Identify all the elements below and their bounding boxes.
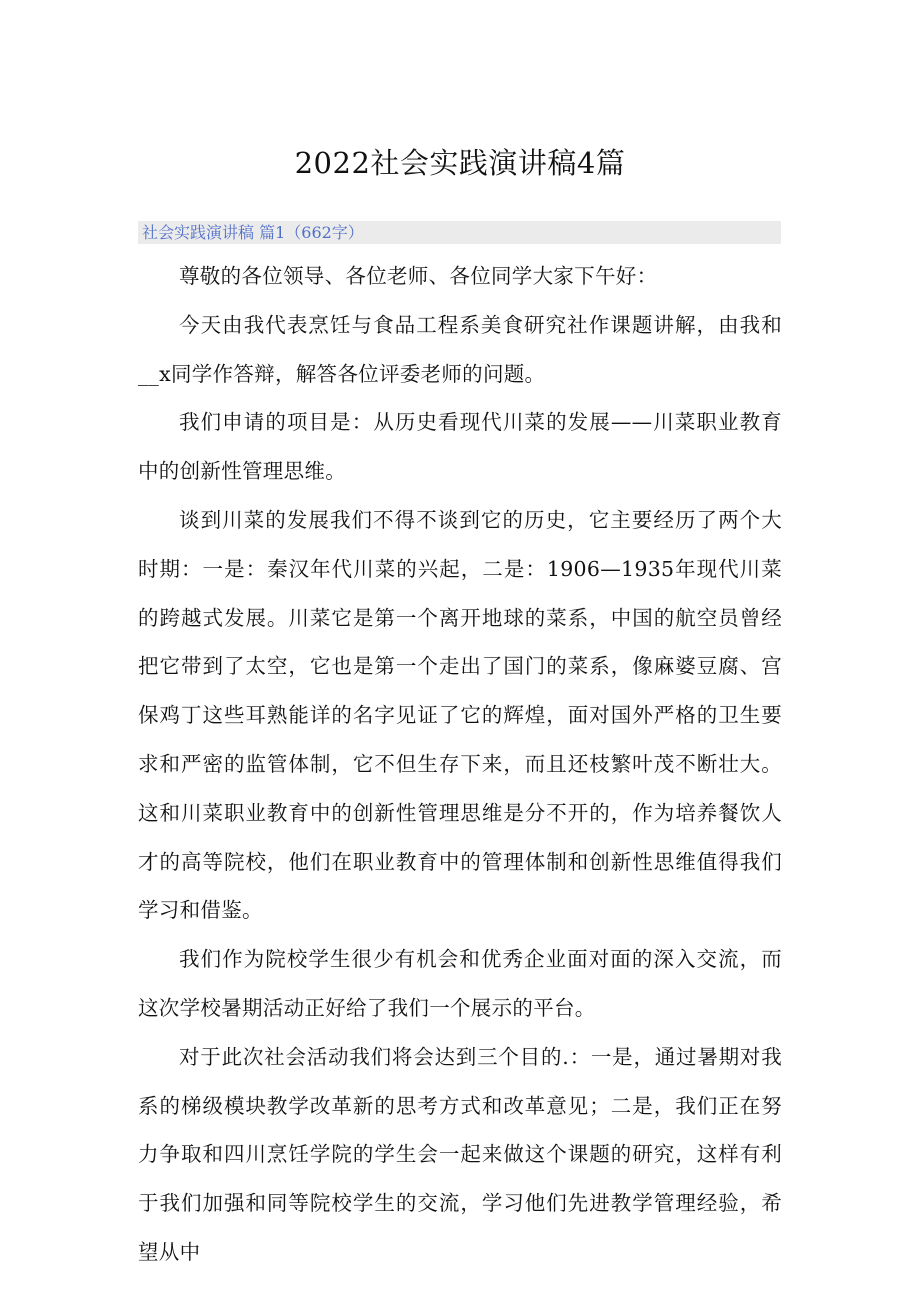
section-heading[interactable]: 社会实践演讲稿 篇1（662字） <box>142 223 364 242</box>
document-title: 2022社会实践演讲稿4篇 <box>294 146 626 180</box>
document-body <box>138 252 782 1277</box>
paragraph-project: 我们申请的项目是：从历史看现代川菜的发展——川菜职业教育中的创新性管理思维。 <box>138 410 782 484</box>
paragraph-intro: 今天由我代表烹饪与食品工程系美食研究社作课题讲解，由我和__x同学作答辩，解答各位评委老师的问题。 <box>138 312 782 386</box>
paragraph-greeting: 尊敬的各位领导、各位老师、各位同学大家下午好： <box>179 264 658 288</box>
section-heading-bar <box>138 221 781 244</box>
paragraph-goals: 对于此次社会活动我们将会达到三个目的.：一是，通过暑期对我系的梯级模块教学改革新的思考方式和改革意见；二是，我们正在努力争取和四川烹饪学院的学生会一起来做这个课题的研究，这样有利于我们加强和同等院校学生的交流，学习他们先进教学管理经验，希望从中 <box>138 1044 782 1264</box>
paragraph-opportunity: 我们作为院校学生很少有机会和优秀企业面对面的深入交流，而这次学校暑期活动正好给了我们一个展示的平台。 <box>138 947 782 1020</box>
paragraph-history: 谈到川菜的发展我们不得不谈到它的历史，它主要经历了两个大时期：一是：秦汉年代川菜的兴起，二是：1906—1935年现代川菜的跨越式发展。川菜它是第一个离开地球的菜系，中国的航空员曾经把它带到了太空，它也是第一个走出了国门的菜系，像麻婆豆腐、宫保鸡丁这些耳熟能详的名字见证了它的辉煌，面对国外严格的卫生要求和严密的监管体制，它不但生存下来，而且还枝繁叶茂不断壮大。这和川菜职业教育中的创新性管理思维是分不开的，作为培养餐饮人才的高等院校，他们在职业教育中的管理体制和创新性思维值得我们学习和借鉴。 <box>138 507 782 923</box>
